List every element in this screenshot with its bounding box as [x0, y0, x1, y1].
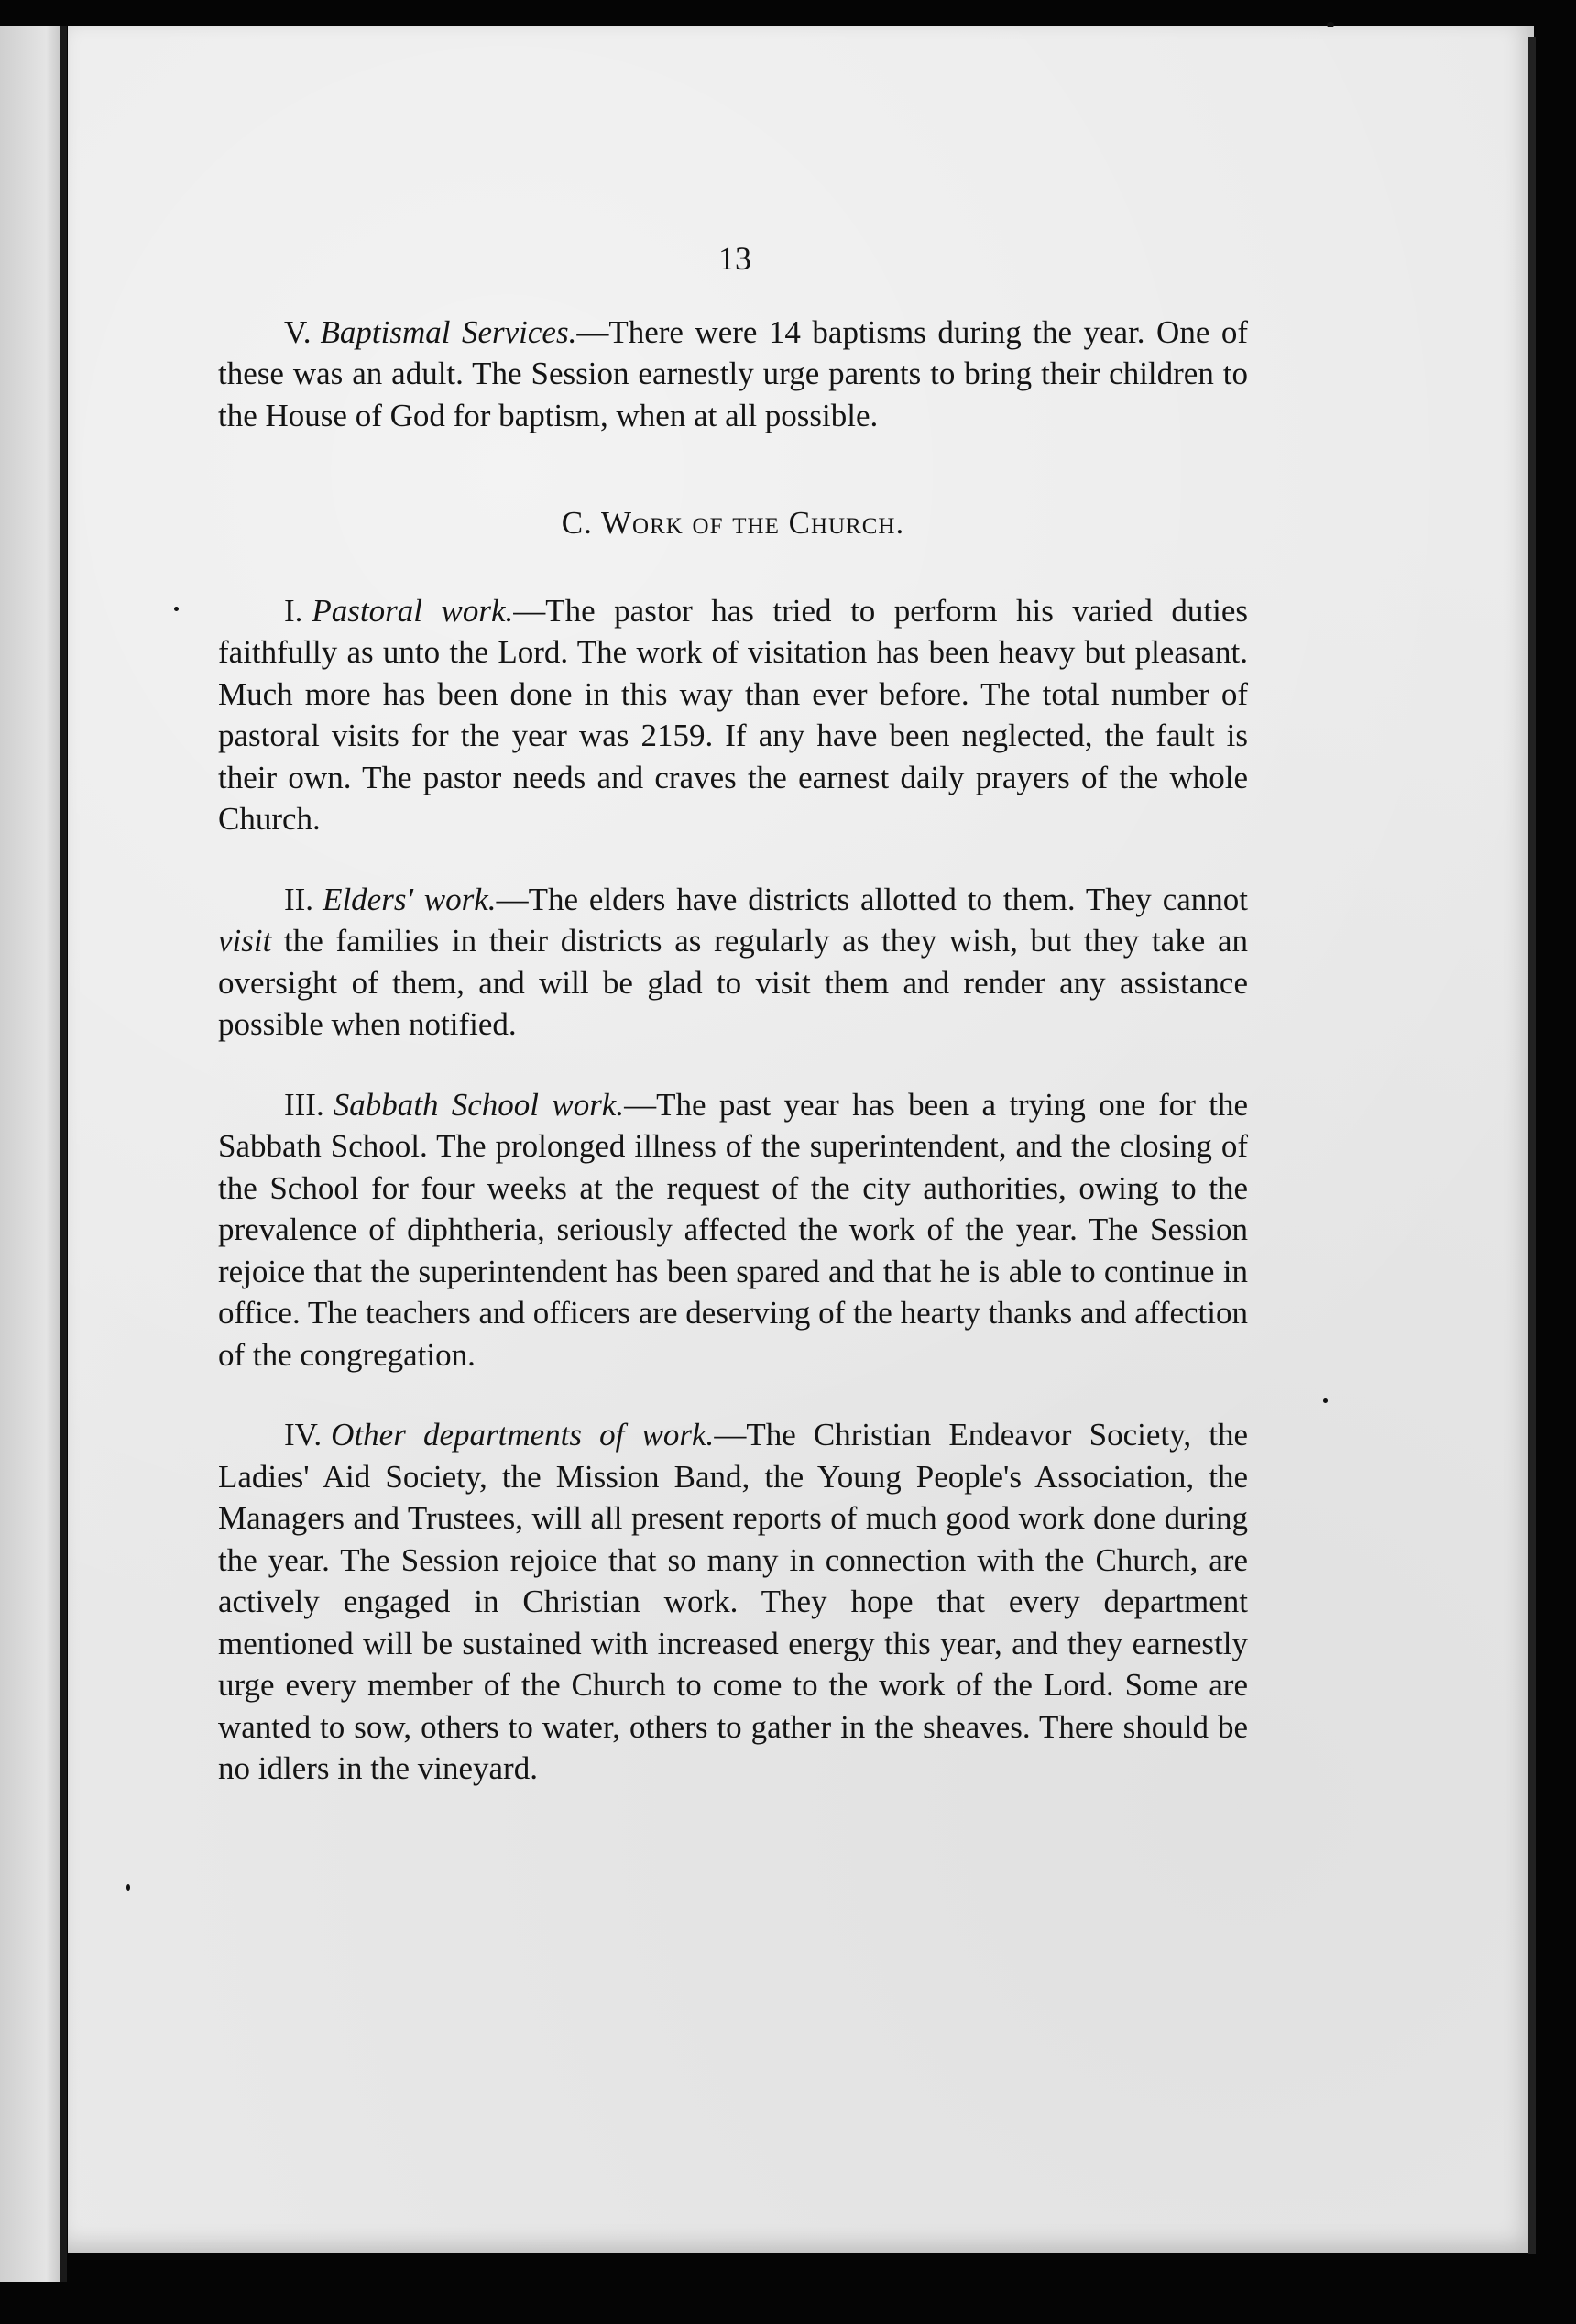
paragraph-pastoral-work	[218, 590, 1248, 840]
paragraph-numeral: IV.	[284, 1417, 323, 1452]
paragraph-sabbath-school-work	[218, 1084, 1248, 1376]
paragraph-body: —There were 14 baptisms during the year. One of these was an adult. The Session earnestly urge parents to bring their children to the House of God for baptism, when at all possible.	[218, 313, 1249, 433]
paragraph-numeral: III.	[284, 1086, 324, 1123]
scan-speck	[1327, 22, 1334, 27]
paragraph-title: Pastoral work.	[312, 592, 514, 629]
paragraph-title: Baptismal Services.	[320, 313, 577, 350]
page-text	[218, 238, 1248, 1790]
paragraph-body: —The Christian Endeavor Society, the Ladies' Aid Society, the Mission Band, the Young People's Association, the Managers and Trustees, will all present reports of much good work done during the year. The Session rejoice that so many in connection with the Church, are actively engaged in Christian work. They hope that every department mentioned will be sustained with increased energy this year, and they earnestly urge every member of the Church to come to the work of the Lord. Some are wanted to sow, others to water, others to gather in the sheaves. There should be no idlers in the vineyard.	[218, 1417, 1248, 1786]
paragraph-numeral: II.	[284, 881, 314, 917]
scan-speck	[1323, 1398, 1328, 1403]
paragraph-body-start: —The elders have districts allotted to them. They cannot	[496, 881, 1248, 917]
page-right-shadow	[1528, 37, 1536, 2254]
book-gutter	[60, 26, 67, 2282]
paragraph-body: —The past year has been a trying one for the Sabbath School. The prolonged illness of the superintendent, and the closing of the School for four weeks at the request of the city authorities, owing to the prevalence of diphtheria, seriously affected the work of the year. The Session rejoice that the superintendent has been spared and that he is able to continue in office. The teachers and officers are deserving of the hearty thanks and affection of the congregation.	[218, 1086, 1248, 1373]
left-page-edge	[0, 26, 66, 2282]
paragraph-title: Other departments of work.	[331, 1417, 715, 1452]
paragraph-numeral: I.	[284, 592, 303, 629]
paragraph-body-end: the families in their districts as regularly as they wish, but they take an oversight of them, and will be glad to visit them and render any assistance possible when notified.	[218, 923, 1248, 1042]
paragraph-title: Sabbath School work.	[333, 1086, 625, 1123]
paragraph-baptismal-services	[218, 312, 1248, 437]
paragraph-elders-work	[218, 879, 1248, 1046]
paragraph-other-departments	[218, 1414, 1248, 1790]
page-number: 13	[718, 240, 751, 277]
scan-speck	[126, 1884, 130, 1891]
section-heading: C. Work of the Church.	[561, 505, 905, 541]
emphasis-visit: visit	[218, 923, 272, 959]
paragraph-title: Elders' work.	[323, 881, 497, 917]
paragraph-body: —The pastor has tried to perform his varied duties faithfully as unto the Lord. The work of visitation has been heavy but pleasant. Much more has been done in this way than ever before. The total number of pastoral visits for the year was 2159. If any have been neglected, the fault is their own. The pastor needs and craves the earnest daily prayers of the whole Church.	[218, 592, 1248, 837]
scan-speck	[174, 607, 179, 611]
paragraph-numeral: V.	[284, 313, 312, 350]
